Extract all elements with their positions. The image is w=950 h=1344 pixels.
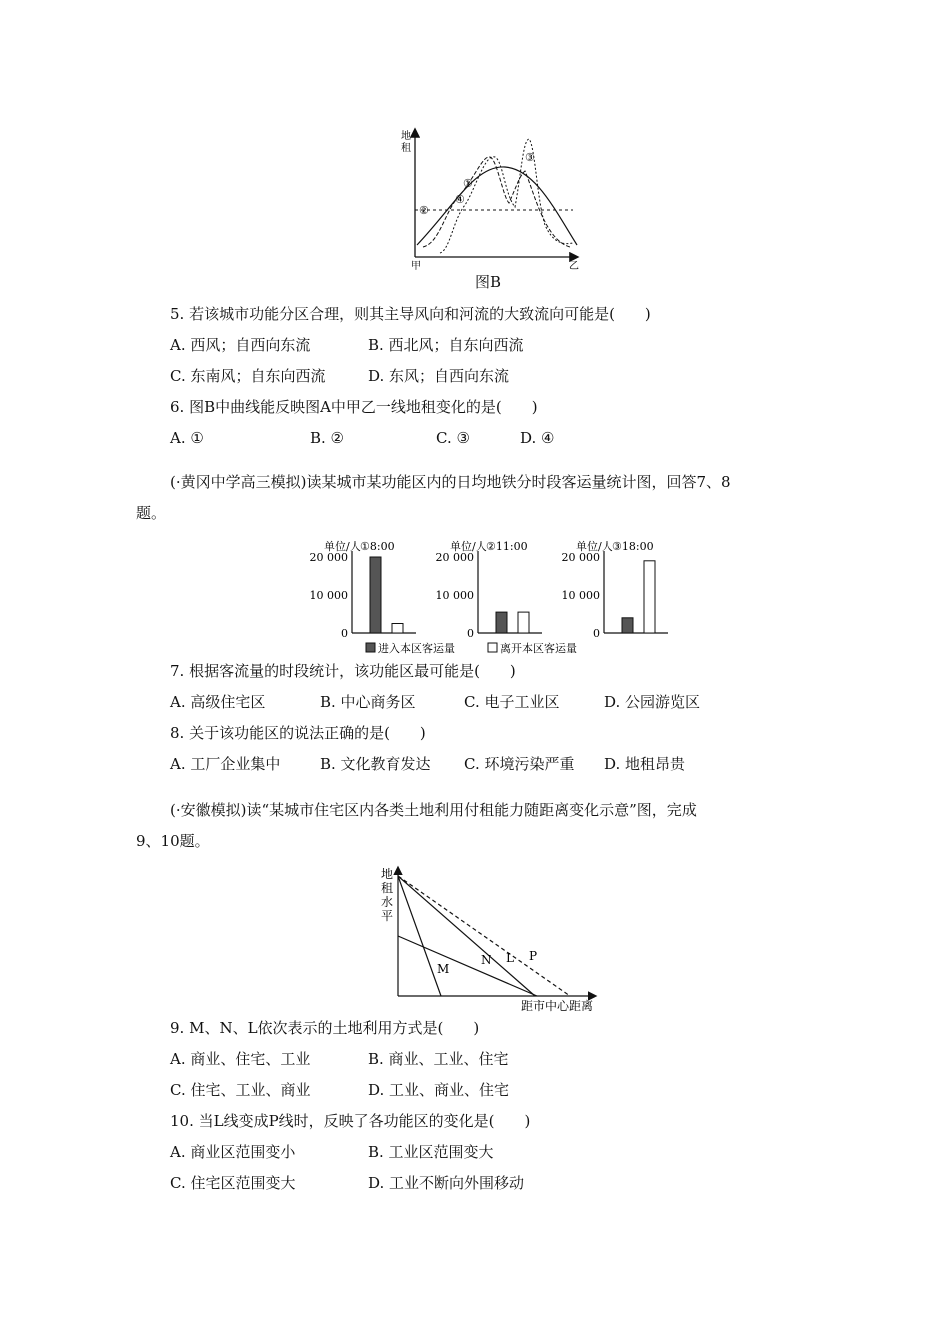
q7-option-b: B. 中心商务区 [320,693,416,711]
q10-option-d: D. 工业不断向外围移动 [368,1174,525,1192]
bar-leave [518,612,529,633]
bar-panel-tick-label: 10 000 [309,589,348,602]
legend-enter-label: 进入本区客运量 [378,642,455,655]
fig3-xlabel: 距市中心距离 [521,999,594,1013]
bar-panel-tick-label: 0 [467,627,474,640]
figb-label-1: ① [463,177,473,190]
q8-option-b: B. 文化教育发达 [320,755,431,773]
intro-910-line1: (·安徽模拟)读“某城市住宅区内各类土地利用付租能力随距离变化示意”图，完成 [170,801,697,819]
legend-leave-swatch [488,643,497,652]
bar-panel-title: ②11:00 [486,540,528,553]
q6-option-a: A. ① [170,429,204,447]
figure-b-caption: 图B [475,273,502,291]
q8-option-c: C. 环境污染严重 [464,755,575,773]
fig3-line-n [398,936,537,996]
figure-b [395,125,595,295]
bar-panel-tick-label: 0 [341,627,348,640]
q7-option-d: D. 公园游览区 [604,693,701,711]
figb-curve-1 [417,167,577,245]
q7-stem: 7. 根据客流量的时段统计，该功能区最可能是( ) [170,662,516,680]
bar-panel-title: ①8:00 [360,540,395,553]
intro-78-line2: 题。 [136,504,167,522]
q5-option-b: B. 西北风；自东向西流 [368,336,524,354]
bar-panel-ylabel: 单位/人 [576,540,613,553]
legend-leave-label: 离开本区客运量 [500,642,577,655]
bar-panel-tick-label: 20 000 [435,551,474,564]
figb-ylabel-2: 租 [401,143,411,154]
fig3-label-n: N [481,953,492,967]
q8-option-d: D. 地租昂贵 [604,755,686,773]
q7-option-a: A. 高级住宅区 [170,693,266,711]
legend-enter-swatch [366,643,375,652]
q6-stem: 6. 图B中曲线能反映图A中甲乙一线地租变化的是( ) [170,398,538,416]
bar-leave [392,624,403,634]
q9-option-b: B. 商业、工业、住宅 [368,1050,509,1068]
figb-label-3: ③ [525,151,535,164]
q5-stem: 5. 若该城市功能分区合理，则其主导风向和河流的大致流向可能是( ) [170,305,651,323]
figb-x-end: 乙 [569,261,579,272]
bar-panel-tick-label: 20 000 [561,551,600,564]
bar-leave [644,561,655,633]
fig3-label-m: M [437,962,450,976]
q5-option-d: D. 东风；自西向东流 [368,367,510,385]
q6-option-d: D. ④ [520,429,555,447]
fig3-label-p: P [529,949,538,963]
bar-panel-title: ③18:00 [612,540,654,553]
bar-panel-tick-label: 10 000 [435,589,474,602]
q6-option-b: B. ② [310,429,345,447]
fig3-label-l: L [506,951,514,965]
fig3-ylabel-2: 租 [381,881,394,895]
fig3-line-m [398,876,441,996]
bar-enter [622,618,633,633]
figb-label-2: ② [419,204,429,217]
bar-panel-ylabel: 单位/人 [324,540,361,553]
q5-option-c: C. 东南风；自东向西流 [170,367,326,385]
rent-distance-figure [375,862,615,1014]
bar-enter [496,612,507,633]
fig3-line-p [398,876,570,996]
q10-stem: 10. 当L线变成P线时，反映了各功能区的变化是( ) [170,1112,531,1130]
figb-label-4: ④ [455,193,465,206]
figb-curve-4 [423,157,570,247]
q9-option-d: D. 工业、商业、住宅 [368,1081,510,1099]
q10-option-b: B. 工业区范围变大 [368,1143,494,1161]
fig3-ylabel-1: 地 [381,867,394,881]
q6-option-c: C. ③ [436,429,470,447]
fig3-ylabel-3: 水 [381,895,394,909]
bar-panel-ylabel: 单位/人 [450,540,487,553]
bar-panel-tick-label: 0 [593,627,600,640]
figb-x-start: 甲 [411,261,421,272]
q8-option-a: A. 工厂企业集中 [170,755,281,773]
intro-78-line1: (·黄冈中学高三模拟)读某城市某功能区内的日均地铁分时段客运量统计图，回答7、8 [170,473,731,491]
q10-option-c: C. 住宅区范围变大 [170,1174,296,1192]
figb-ylabel-1: 地 [401,131,411,142]
q9-option-a: A. 商业、住宅、工业 [170,1050,311,1068]
bar-enter [370,557,381,633]
q5-option-a: A. 西风；自西向东流 [170,336,311,354]
q7-option-c: C. 电子工业区 [464,693,560,711]
intro-910-line2: 9、10题。 [136,832,210,850]
q9-stem: 9. M、N、L依次表示的土地利用方式是( ) [170,1019,480,1037]
q8-stem: 8. 关于该功能区的说法正确的是( ) [170,724,426,742]
fig3-ylabel-4: 平 [381,909,394,923]
passenger-bar-chart [300,535,680,660]
bar-panel-tick-label: 20 000 [309,551,348,564]
q10-option-a: A. 商业区范围变小 [170,1143,296,1161]
q9-option-c: C. 住宅、工业、商业 [170,1081,311,1099]
fig3-line-l [398,876,538,996]
bar-panel-tick-label: 10 000 [561,589,600,602]
